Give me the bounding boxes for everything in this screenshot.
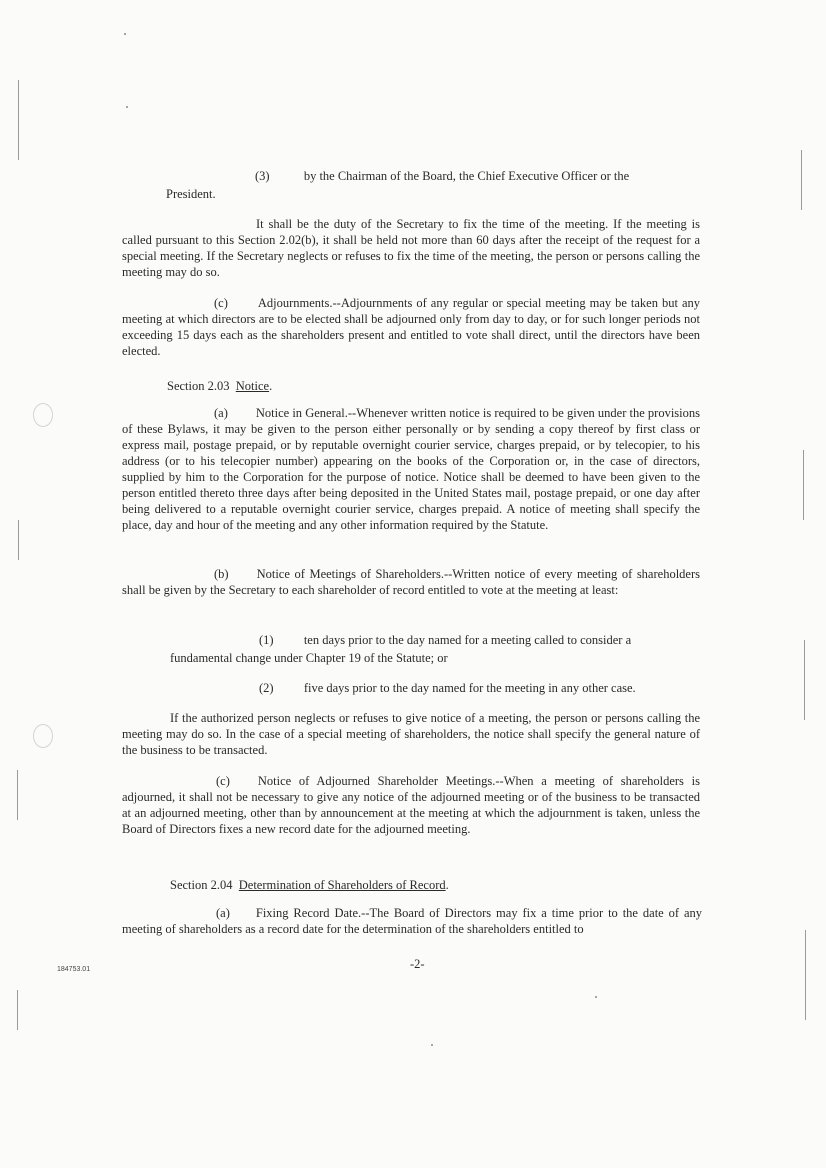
scan-edge-left [18,80,19,160]
paragraph-authorized-person: If the authorized person neglects or refuses to give notice of a meeting, the person or persons calling the meeting may do so. In the case of a special meeting of shareholders, the notice shall specify the general nature of the business to be transacted. [122,711,700,757]
item-3-number: (3) [255,169,270,183]
item-3 [255,168,629,184]
item-1-number: (1) [259,633,274,647]
punch-hole [33,403,53,427]
scan-edge-right [803,450,804,520]
item-1-continuation: fundamental change under Chapter 19 of the Statute; or [170,651,448,665]
paragraph-fixing-record-date: (a) Fixing Record Date.--The Board of Directors may fix a time prior to the date of any meeting of shareholders as a record date for the determination of the shareholders entitled to [122,906,702,936]
paragraph-adjournments: (c) Adjournments.--Adjournments of any regular or special meeting may be taken but any meeting at which directors are to be elected shall be adjourned only from day to day, or for such longer periods not exceeding 15 days each as the shareholders present and entitled to vote shall direct, until the directors have been elected. [122,296,700,358]
paragraph-adjourned-meetings: (c) Notice of Adjourned Shareholder Meetings.--When a meeting of shareholders is adjourned, it shall not be necessary to give any notice of the adjourned meeting or of the business to be transacted at an adjourned meeting, other than by announcement at the meeting at which the adjournment is taken, unless the Board of Directors fixes a new record date for the adjourned meeting. [122,774,700,836]
paragraph-label: (c) [216,774,230,788]
document-id: 184753.01 [57,966,91,973]
speck [124,33,126,35]
item-3-continuation: President. [166,187,216,201]
speck [595,996,597,998]
speck [126,106,128,108]
paragraph-label: (a) [214,406,228,420]
scan-edge-left [17,990,18,1030]
section-title: Determination of Shareholders of Record [238,878,446,892]
page-number: -2- [410,957,425,971]
item-1-text: ten days prior to the day named for a meeting called to consider a [303,633,632,647]
paragraph-notice-general: (a) Notice in General.--Whenever written notice is required to be given under the provisions of these Bylaws, it may be given to the person either personally or by sending a copy thereof by first class or express mail, postage prepaid, or by reputable overnight courier service, charges prepaid, or by telecopier, to his address (or to his telecopier number) appearing on the books of the Corporation or, in the case of directors, supplied by him to the Corporation for the purpose of notice. Notice shall be deemed to have been given to the person entitled thereto three days after being deposited in the United States mail, postage prepaid, or one day after being delivered to a reputable overnight courier service, charges prepaid. A notice of meeting shall specify the place, day and hour of the meeting and any other information required by the Statute. [122,406,700,532]
speck [431,1044,433,1046]
item-2-number: (2) [259,681,274,695]
item-1 [259,632,631,648]
paragraph-notice-meetings: (b) Notice of Meetings of Shareholders.--Written notice of every meeting of shareholders shall be given by the Secretary to each shareholder of record entitled to vote at the meeting at least: [122,567,700,597]
section-heading-2-03: Section 2.03 Notice. [167,379,273,393]
item-2 [259,680,636,696]
scan-edge-right [801,150,802,210]
scan-edge-right [805,930,806,1020]
item-2-text: five days prior to the day named for the meeting in any other case. [303,681,636,695]
paragraph-label: (c) [214,296,228,310]
scan-edge-left [18,520,19,560]
paragraph-secretary-duty: It shall be the duty of the Secretary to fix the time of the meeting. If the meeting is called pursuant to this Section 2.02(b), it shall be held not more than 60 days after the receipt of the request for a special meeting. If the Secretary neglects or refuses to fix the time of the meeting, the person or persons calling the meeting may do so. [122,217,700,279]
scan-edge-right [804,640,805,720]
paragraph-label: (a) [216,906,230,920]
item-3-text: by the Chairman of the Board, the Chief Executive Officer or the [303,169,630,183]
section-title: Notice [235,379,270,393]
scan-edge-left [17,770,18,820]
section-heading-2-04: Section 2.04 Determination of Shareholders of Record. [170,878,449,892]
paragraph-label: (b) [214,567,229,581]
punch-hole [33,724,53,748]
